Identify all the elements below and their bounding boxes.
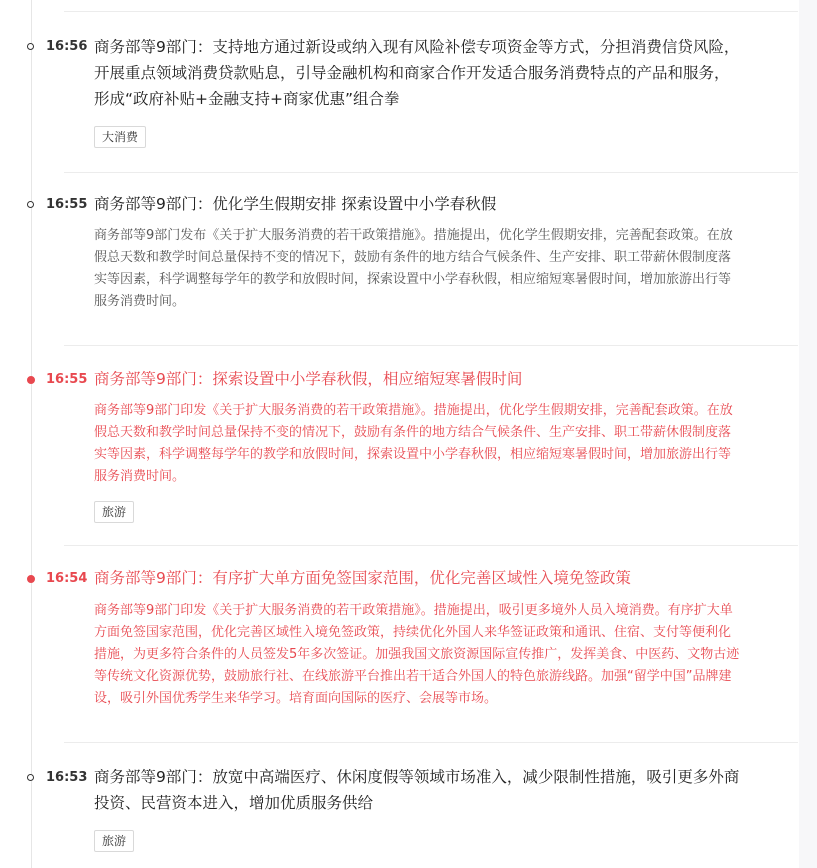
scroll-gutter: [799, 0, 817, 868]
news-title[interactable]: 商务部等9部门：放宽中高端医疗、休闲度假等领域市场准入，减少限制性措施，吸引更多外商投资、民营资本进入，增加优质服务供给: [94, 768, 740, 812]
news-body: 商务部等9部门印发《关于扩大服务消费的若干政策措施》。措施提出，优化学生假期安排，完善配套政策。在放假总天数和教学时间总量保持不变的情况下，鼓励有条件的地方结合气候条件、生产安排、职工带薪休假制度落实等因素，科学调整每学年的教学和放假时间，探索设置中小学春秋假，相应缩短寒暑假时间，增加旅游出行等服务消费时间。: [94, 403, 733, 484]
news-tag[interactable]: 大消费: [94, 126, 146, 148]
timeline-dot-hot: [27, 376, 35, 384]
timeline-dot-hot: [27, 575, 35, 583]
news-time: 16:56: [46, 39, 88, 54]
news-title[interactable]: 商务部等9部门：优化学生假期安排 探索设置中小学春秋假: [94, 195, 497, 213]
item-divider: [64, 11, 798, 12]
item-divider: [64, 742, 798, 743]
timeline-dot: [27, 43, 34, 50]
news-body: 商务部等9部门发布《关于扩大服务消费的若干政策措施》。措施提出，优化学生假期安排，完善配套政策。在放假总天数和教学时间总量保持不变的情况下，鼓励有条件的地方结合气候条件、生产安排、职工带薪休假制度落实等因素，科学调整每学年的教学和放假时间，探索设置中小学春秋假，相应缩短寒暑假时间，增加旅游出行等服务消费时间。: [94, 228, 733, 309]
news-tag[interactable]: 旅游: [94, 501, 134, 523]
news-title[interactable]: 商务部等9部门：支持地方通过新设或纳入现有风险补偿专项资金等方式，分担消费信贷风险，开展重点领域消费贷款贴息，引导金融机构和商家合作开发适合服务消费特点的产品和服务，形成“政府补贴+金融支持+商家优惠”组合拳: [94, 38, 740, 108]
timeline-line: [31, 0, 32, 868]
item-divider: [64, 345, 798, 346]
item-divider: [64, 545, 798, 546]
news-time: 16:55: [46, 197, 88, 212]
news-body: 商务部等9部门印发《关于扩大服务消费的若干政策措施》。措施提出，吸引更多境外人员入境消费。有序扩大单方面免签国家范围，优化完善区域性入境免签政策，持续优化外国人来华签证政策和通讯、住宿、支付等便利化措施，为更多符合条件的人员签发5年多次签证。加强我国文旅资源国际宣传推广，发挥美食、中医药、文物古迹等传统文化资源优势，鼓励旅行社、在线旅游平台推出若干适合外国人的特色旅游线路。加强“留学中国”品牌建设，吸引外国优秀学生来华学习。培育面向国际的医疗、会展等市场。: [94, 603, 740, 706]
news-title[interactable]: 商务部等9部门：探索设置中小学春秋假，相应缩短寒暑假时间: [94, 370, 523, 388]
news-time: 16:55: [46, 372, 88, 387]
news-title[interactable]: 商务部等9部门：有序扩大单方面免签国家范围，优化完善区域性入境免签政策: [94, 569, 631, 587]
news-tag[interactable]: 旅游: [94, 830, 134, 852]
timeline-dot: [27, 201, 34, 208]
news-time: 16:53: [46, 770, 88, 785]
item-divider: [64, 172, 798, 173]
news-time: 16:54: [46, 571, 88, 586]
timeline-dot: [27, 774, 34, 781]
